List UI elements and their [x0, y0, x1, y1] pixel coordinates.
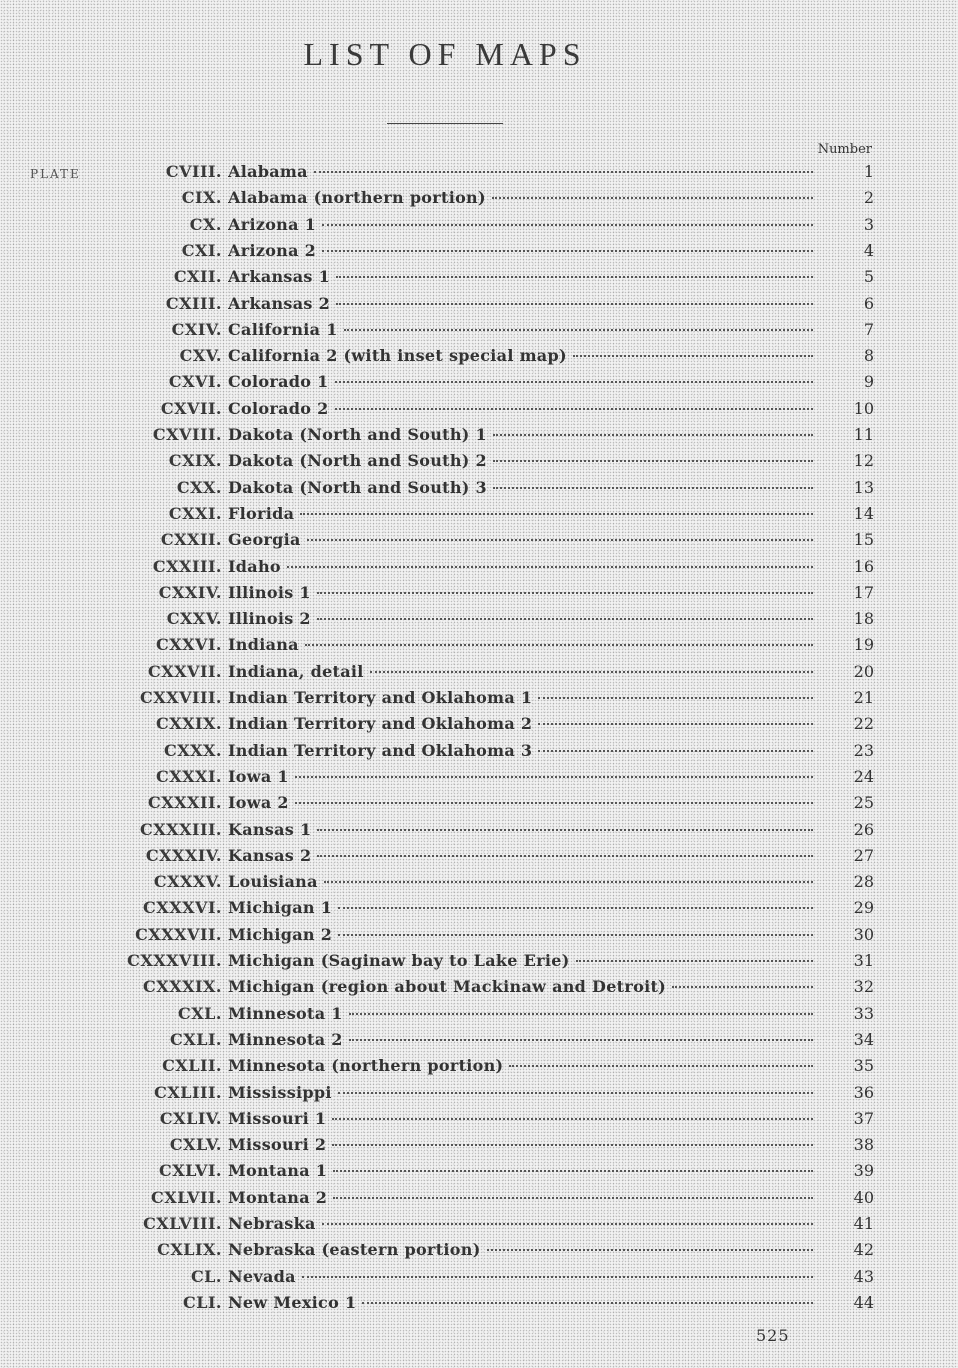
list-item [0, 448, 958, 474]
map-title: Colorado 1 [228, 372, 329, 392]
map-number: 2 [863, 188, 874, 208]
plate-numeral: CXXIII. [152, 556, 222, 576]
list-item [0, 1185, 958, 1211]
map-number: 13 [853, 477, 874, 497]
dot-leader [317, 855, 813, 857]
map-entry [228, 501, 813, 527]
list-item [0, 238, 958, 264]
map-number: 40 [853, 1187, 874, 1207]
list-item [0, 1264, 958, 1290]
map-entry [228, 185, 813, 211]
list-item [0, 948, 958, 974]
list-item [0, 475, 958, 501]
map-entry [228, 527, 813, 553]
dot-leader [335, 381, 813, 383]
plate-numeral: CXXXVI. [143, 898, 222, 918]
map-entry [228, 1158, 813, 1184]
map-title: California 1 [228, 319, 338, 339]
dot-leader [338, 934, 813, 936]
plate-numeral: CXLIX. [157, 1240, 222, 1260]
dot-leader [362, 1302, 813, 1304]
map-title: Michigan 1 [228, 898, 333, 918]
map-entry [228, 317, 813, 343]
map-entry [228, 764, 813, 790]
map-entry [228, 291, 813, 317]
number-column-header: Number [817, 142, 872, 157]
map-entry [228, 843, 813, 869]
plate-label: PLATE [30, 167, 81, 181]
map-number: 23 [853, 740, 874, 760]
map-entry [228, 1211, 813, 1237]
list-item [0, 1106, 958, 1132]
plate-numeral: CXXXIX. [143, 977, 222, 997]
plate-numeral: CXII. [173, 267, 222, 287]
dot-leader [487, 1249, 813, 1251]
map-number: 30 [853, 924, 874, 944]
list-item [0, 1053, 958, 1079]
map-number: 3 [863, 214, 874, 234]
dot-leader [307, 539, 813, 541]
plate-numeral: CXVIII. [152, 425, 222, 444]
list-item [0, 1080, 958, 1106]
dot-leader [322, 250, 813, 252]
plate-numeral: CX. [189, 214, 222, 234]
map-number: 15 [853, 530, 874, 550]
dot-leader [317, 829, 813, 831]
map-entry [228, 396, 813, 422]
plate-numeral: CXXXII. [147, 793, 222, 813]
map-entry [228, 632, 813, 658]
plate-numeral: CXL. [178, 1003, 222, 1023]
map-title: Missouri 2 [228, 1135, 327, 1155]
list-item [0, 343, 958, 369]
map-entry [228, 580, 813, 606]
map-title: Arizona 1 [228, 214, 317, 234]
map-entry [228, 343, 813, 369]
list-item [0, 291, 958, 317]
page-number: 525 [756, 1326, 790, 1345]
plate-numeral: CXIV. [171, 319, 222, 339]
map-number: 33 [853, 1003, 874, 1023]
list-item [0, 1027, 958, 1053]
map-number: 1 [863, 162, 874, 181]
dot-leader [493, 487, 813, 489]
map-title: Dakota (North and South) 2 [228, 451, 487, 471]
map-number: 18 [853, 609, 874, 629]
map-title: Iowa 2 [228, 793, 289, 813]
map-entry [228, 711, 813, 737]
dot-leader [335, 408, 813, 410]
map-number: 16 [853, 556, 874, 576]
list-item [0, 632, 958, 658]
map-number: 4 [863, 240, 874, 260]
map-number: 34 [853, 1029, 874, 1049]
map-number: 42 [853, 1240, 874, 1260]
dot-leader [576, 960, 813, 962]
list-item [0, 1290, 958, 1316]
map-title: Nebraska [228, 1214, 316, 1233]
dot-leader [287, 566, 813, 568]
list-item [0, 869, 958, 895]
map-number: 44 [853, 1292, 874, 1312]
plate-numeral: CXXX. [163, 740, 222, 760]
list-item [0, 738, 958, 764]
plate-numeral: CXXV. [166, 609, 222, 629]
plate-numeral: CXLVII. [151, 1187, 222, 1207]
map-number: 32 [853, 977, 874, 997]
list-item [0, 1158, 958, 1184]
map-title: Indiana, detail [228, 661, 364, 681]
map-entry [228, 869, 813, 895]
map-entry [228, 1053, 813, 1079]
dot-leader [322, 224, 813, 226]
map-entry [228, 817, 813, 843]
map-title: Illinois 2 [228, 609, 311, 629]
plate-numeral: CXIX. [168, 451, 222, 471]
map-entry [228, 1106, 813, 1132]
plate-numeral: CXLIII. [154, 1082, 222, 1102]
plate-numeral: CXXXV. [153, 872, 222, 892]
plate-numeral: CXXXIII. [140, 819, 222, 839]
plate-numeral: CXXII. [160, 530, 222, 550]
map-title: Mississippi [228, 1082, 332, 1102]
map-entry [228, 264, 813, 290]
plate-numeral: CXVI. [168, 372, 222, 392]
map-number: 39 [853, 1161, 874, 1181]
plate-numeral: CXXVI. [155, 635, 222, 655]
map-number: 24 [853, 766, 874, 786]
map-title: California 2 (with inset special map) [228, 346, 567, 366]
map-title: Montana 1 [228, 1161, 328, 1181]
map-entry [228, 895, 813, 921]
map-title: Iowa 1 [228, 766, 289, 786]
map-number: 19 [853, 635, 874, 655]
map-entry [228, 1237, 813, 1263]
list-item [0, 790, 958, 816]
dot-leader [332, 1118, 813, 1120]
dot-leader [333, 1197, 813, 1199]
dot-leader [314, 171, 813, 173]
plate-numeral: CXLVI. [159, 1161, 222, 1181]
map-title: Nevada [228, 1266, 296, 1286]
plate-numeral: CIX. [181, 188, 222, 208]
map-entry [228, 369, 813, 395]
dot-leader [509, 1065, 813, 1067]
map-title: Kansas 1 [228, 819, 312, 839]
map-title: Indian Territory and Oklahoma 2 [228, 714, 533, 734]
map-number: 20 [853, 661, 874, 681]
plate-numeral: CXLV. [169, 1135, 222, 1155]
map-title: Alabama [228, 162, 308, 181]
map-number: 14 [853, 503, 874, 523]
dot-leader [336, 276, 813, 278]
map-entry [228, 1132, 813, 1158]
plate-numeral: CXLII. [162, 1056, 222, 1076]
map-entry [228, 422, 813, 448]
list-item [0, 580, 958, 606]
map-title: Nebraska (eastern portion) [228, 1240, 481, 1260]
map-number: 17 [853, 582, 874, 602]
map-title: Florida [228, 503, 295, 523]
map-title: Arkansas 2 [228, 293, 331, 313]
plate-numeral: CXXXI. [155, 766, 222, 786]
dot-leader [295, 776, 813, 778]
dot-leader [336, 303, 813, 305]
plate-numeral: CXXIX. [155, 714, 222, 734]
dot-leader [338, 907, 813, 909]
map-entry [228, 606, 813, 632]
list-item [0, 1132, 958, 1158]
map-entry [228, 1080, 813, 1106]
list-item [0, 659, 958, 685]
map-entry [228, 922, 813, 948]
map-title: Arkansas 1 [228, 267, 331, 287]
map-title: Illinois 1 [228, 582, 311, 602]
list-item [0, 264, 958, 290]
map-entry [228, 659, 813, 685]
map-number: 43 [853, 1266, 874, 1286]
plate-numeral: CXLI. [170, 1029, 222, 1049]
map-title: Minnesota 2 [228, 1029, 343, 1049]
list-item [0, 922, 958, 948]
map-title: Georgia [228, 530, 301, 550]
map-number: 41 [853, 1214, 874, 1233]
map-number: 37 [853, 1108, 874, 1128]
dot-leader [324, 881, 813, 883]
map-number: 35 [853, 1056, 874, 1076]
dot-leader [538, 723, 813, 725]
list-item [0, 159, 958, 185]
plate-numeral: CXXVII. [147, 661, 222, 681]
plate-numeral: CVIII. [165, 162, 222, 181]
map-number: 9 [863, 372, 874, 392]
map-entry [228, 1290, 813, 1316]
map-title: Minnesota (northern portion) [228, 1056, 504, 1076]
plate-numeral: CXX. [176, 477, 222, 497]
dot-leader [538, 697, 813, 699]
map-number: 36 [853, 1082, 874, 1102]
map-entry [228, 554, 813, 580]
map-number: 38 [853, 1135, 874, 1155]
plate-numeral: CXXIV. [158, 582, 222, 602]
page-title: LIST OF MAPS [303, 36, 587, 72]
dot-leader [349, 1013, 813, 1015]
map-entry [228, 1027, 813, 1053]
list-item [0, 606, 958, 632]
list-item [0, 711, 958, 737]
map-title: Louisiana [228, 872, 318, 892]
list-item [0, 764, 958, 790]
map-number: 5 [863, 267, 874, 287]
title-rule [387, 123, 503, 124]
plate-numeral: CXI. [181, 240, 222, 260]
map-number: 31 [853, 951, 874, 970]
map-title: New Mexico 1 [228, 1292, 357, 1312]
list-item [0, 1211, 958, 1237]
list-item [0, 1237, 958, 1263]
list-item [0, 317, 958, 343]
list-item [0, 212, 958, 238]
map-number: 8 [863, 346, 874, 366]
dot-leader [322, 1223, 813, 1225]
list-item [0, 396, 958, 422]
map-entry [228, 1185, 813, 1211]
map-entry [228, 1001, 813, 1027]
dot-leader [317, 618, 813, 620]
plate-numeral: CXXXVIII. [127, 951, 222, 970]
map-number: 26 [853, 819, 874, 839]
map-number: 10 [853, 398, 874, 418]
map-title: Michigan (region about Mackinaw and Detroit) [228, 977, 667, 997]
dot-leader [573, 355, 813, 357]
list-item [0, 369, 958, 395]
map-entry [228, 948, 813, 974]
map-entry [228, 448, 813, 474]
map-title: Minnesota 1 [228, 1003, 343, 1023]
list-item [0, 527, 958, 553]
dot-leader [349, 1039, 813, 1041]
list-item [0, 817, 958, 843]
plate-numeral: CXIII. [165, 293, 222, 313]
list-item [0, 685, 958, 711]
dot-leader [300, 513, 813, 515]
map-title: Dakota (North and South) 3 [228, 477, 487, 497]
map-number: 25 [853, 793, 874, 813]
map-entry [228, 212, 813, 238]
plate-numeral: CXLVIII. [143, 1214, 222, 1233]
map-title: Idaho [228, 556, 281, 576]
map-entry [228, 1264, 813, 1290]
map-number: 29 [853, 898, 874, 918]
dot-leader [538, 750, 813, 752]
map-title: Arizona 2 [228, 240, 317, 260]
plate-numeral: CXV. [179, 346, 222, 366]
map-title: Kansas 2 [228, 845, 312, 865]
map-entry [228, 238, 813, 264]
map-entry [228, 685, 813, 711]
map-entry [228, 159, 813, 185]
map-number: 22 [853, 714, 874, 734]
plate-numeral: CXXXVII. [135, 924, 222, 944]
map-number: 12 [853, 451, 874, 471]
map-title: Indiana [228, 635, 299, 655]
map-number: 7 [863, 319, 874, 339]
dot-leader [493, 434, 813, 436]
dot-leader [302, 1276, 813, 1278]
map-title: Michigan 2 [228, 924, 333, 944]
plate-numeral: CXVII. [160, 398, 222, 418]
dot-leader [305, 644, 813, 646]
list-item [0, 554, 958, 580]
dot-leader [493, 460, 813, 462]
plate-numeral: CXLIV. [159, 1108, 222, 1128]
map-entry [228, 974, 813, 1000]
dot-leader [492, 197, 813, 199]
plate-numeral: CXXXIV. [145, 845, 222, 865]
map-title: Colorado 2 [228, 398, 329, 418]
map-number: 11 [853, 425, 874, 444]
list-item [0, 1001, 958, 1027]
map-title: Missouri 1 [228, 1108, 327, 1128]
map-title: Dakota (North and South) 1 [228, 425, 487, 444]
map-number: 28 [853, 872, 874, 892]
list-item [0, 501, 958, 527]
plate-numeral: CLI. [182, 1292, 222, 1312]
map-title: Montana 2 [228, 1187, 328, 1207]
map-title: Alabama (northern portion) [228, 188, 486, 208]
map-entry [228, 790, 813, 816]
map-title: Indian Territory and Oklahoma 3 [228, 740, 533, 760]
dot-leader [317, 592, 813, 594]
map-number: 27 [853, 845, 874, 865]
list-item [0, 422, 958, 448]
map-entry [228, 738, 813, 764]
dot-leader [338, 1092, 813, 1094]
map-entry [228, 475, 813, 501]
dot-leader [332, 1144, 813, 1146]
list-item [0, 895, 958, 921]
plate-numeral: CXXVIII. [140, 688, 222, 707]
dot-leader [370, 671, 813, 673]
map-title: Michigan (Saginaw bay to Lake Erie) [228, 951, 570, 970]
dot-leader [672, 986, 813, 988]
map-number: 21 [853, 688, 874, 707]
list-item [0, 185, 958, 211]
list-item [0, 843, 958, 869]
list-item [0, 974, 958, 1000]
plate-numeral: CL. [190, 1266, 222, 1286]
dot-leader [295, 802, 813, 804]
dot-leader [333, 1170, 813, 1172]
dot-leader [344, 329, 813, 331]
plate-numeral: CXXI. [168, 503, 222, 523]
map-title: Indian Territory and Oklahoma 1 [228, 688, 533, 707]
map-number: 6 [863, 293, 874, 313]
